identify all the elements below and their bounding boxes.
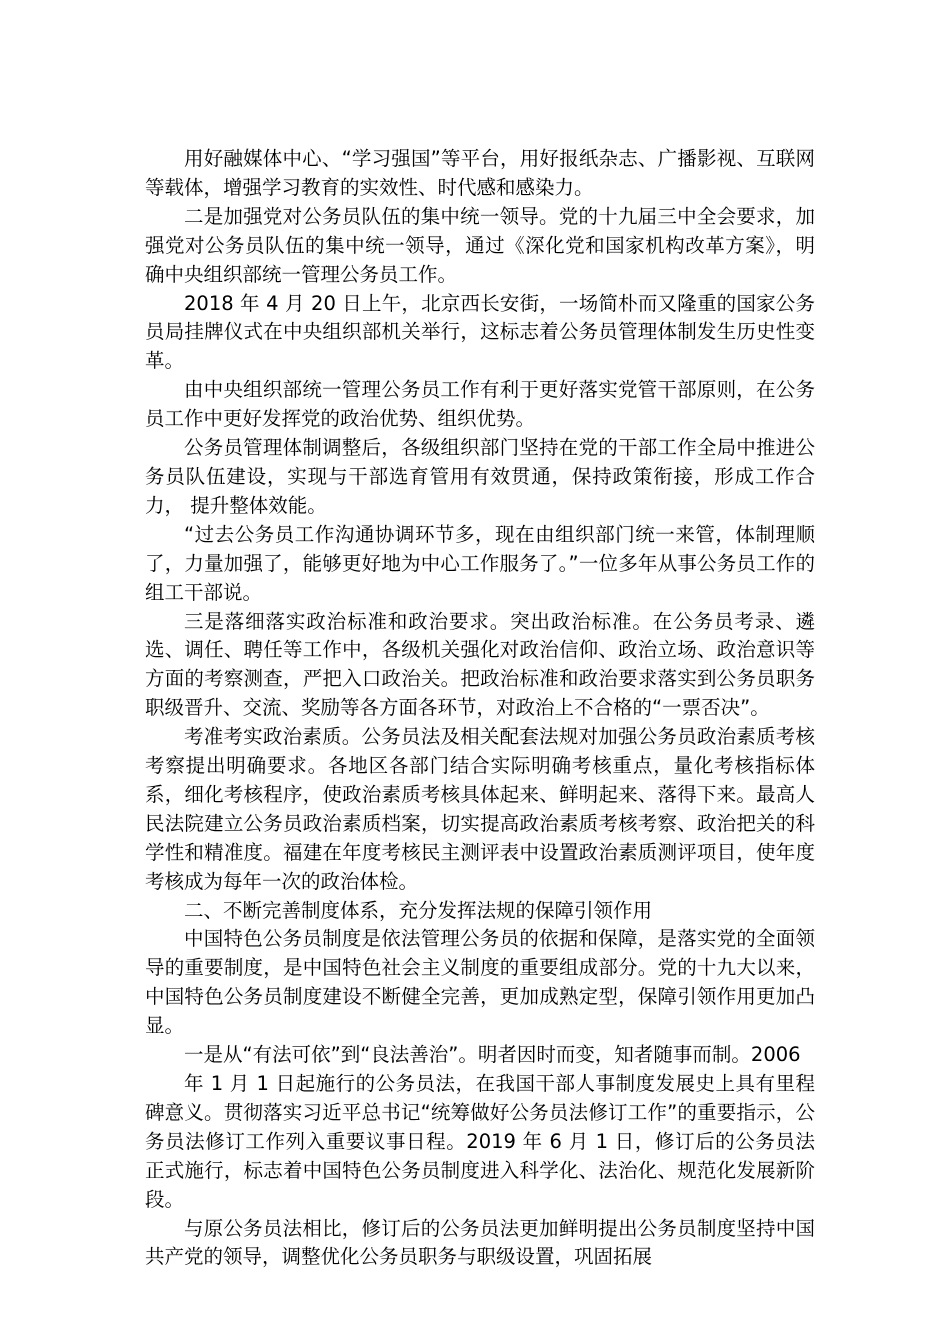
paragraph-party-leadership: 二是加强党对公务员队伍的集中统一领导。党的十九届三中全会要求，加强党对公务员队伍的集中统一领导，通过《深化党和国家机构改革方案》，明确中央组织部统一管理公务员工作。 (145, 204, 815, 286)
text-block-upper (145, 145, 815, 1070)
paragraph-rule-of-law: 一是从“有法可依”到“良法善治”。明者因时而变，知者随事而制。2006 (184, 1043, 801, 1067)
section-heading-two: 二、不断完善制度体系，充分发挥法规的保障引领作用 (184, 898, 653, 922)
paragraph-political-standards: 三是落细落实政治标准和政治要求。突出政治标准。在公务员考录、遴选、调任、聘任等工作中，各级机关强化对政治信仰、政治立场、政治意识等方面的考察测查，严把入口政治关。把政治标准和政治要求落实到公务员职务职级晋升、交流、奖励等各方面各环节，对政治上不合格的“一票否决”。 (145, 609, 815, 720)
paragraph-political-quality: 考准考实政治素质。公务员法及相关配套法规对加强公务员政治素质考核考察提出明确要求。各地区各部门结合实际明确考核重点，量化考核指标体系，细化考核程序，使政治素质考核具体起来、鲜明起来、落得下来。最高人民法院建立公务员政治素质档案，切实提高政治素质考核考察、政治把关的科学性和精准度。福建在年度考核民主测评表中设置政治素质测评项目，使年度考核成为每年一次的政治体检。 (145, 725, 815, 893)
paragraph-civil-service-system: 中国特色公务员制度是依法管理公务员的依据和保障，是落实党的全面领导的重要制度，是中国特色社会主义制度的重要组成部分。党的十九大以来，中国特色公务员制度建设不断健全完善，更加成熟定型，保障引领作用更加凸显。 (145, 927, 815, 1038)
paragraph-2018-ceremony: 2018 年 4 月 20 日上午，北京西长安街，一场简朴而又隆重的国家公务员局挂牌仪式在中央组织部机关举行，这标志着公务员管理体制发生历史性变革。 (145, 291, 815, 373)
paragraph-2006-law: 年 1 月 1 日起施行的公务员法，在我国干部人事制度发展史上具有里程碑意义。贯彻落实习近平总书记“统筹做好公务员法修订工作”的重要指示，公务员法修订工作列入重要议事日程。2019 年 6 月 1 日，修订后的公务员法正式施行，标志着中国特色公务员制度进入科学化、法治化、规范化发展新阶段。 (145, 1072, 815, 1211)
paragraph-media-platforms: 用好融媒体中心、“学习强国”等平台，用好报纸杂志、广播影视、互联网等载体，增强学习教育的实效性、时代感和感染力。 (145, 147, 815, 199)
paragraph-system-adjustment: 公务员管理体制调整后，各级组织部门坚持在党的干部工作全局中推进公务员队伍建设，实现与干部选育管用有效贯通，保持政策衔接，形成工作合力， 提升整体效能。 (145, 436, 815, 517)
paragraph-revised-law: 与原公务员法相比，修订后的公务员法更加鲜明提出公务员制度坚持中国共产党的领导，调整优化公务员职务与职级设置，巩固拓展 (145, 1216, 815, 1269)
text-block-lower (145, 1070, 815, 1272)
paragraph-quote: “过去公务员工作沟通协调环节多，现在由组织部门统一来管，体制理顺了，力量加强了，能够更好地为中心工作服务了。”一位多年从事公务员工作的组工干部说。 (145, 522, 815, 604)
paragraph-unified-management: 由中央组织部统一管理公务员工作有利于更好落实党管干部原则，在公务员工作中更好发挥党的政治优势、组织优势。 (145, 378, 815, 431)
